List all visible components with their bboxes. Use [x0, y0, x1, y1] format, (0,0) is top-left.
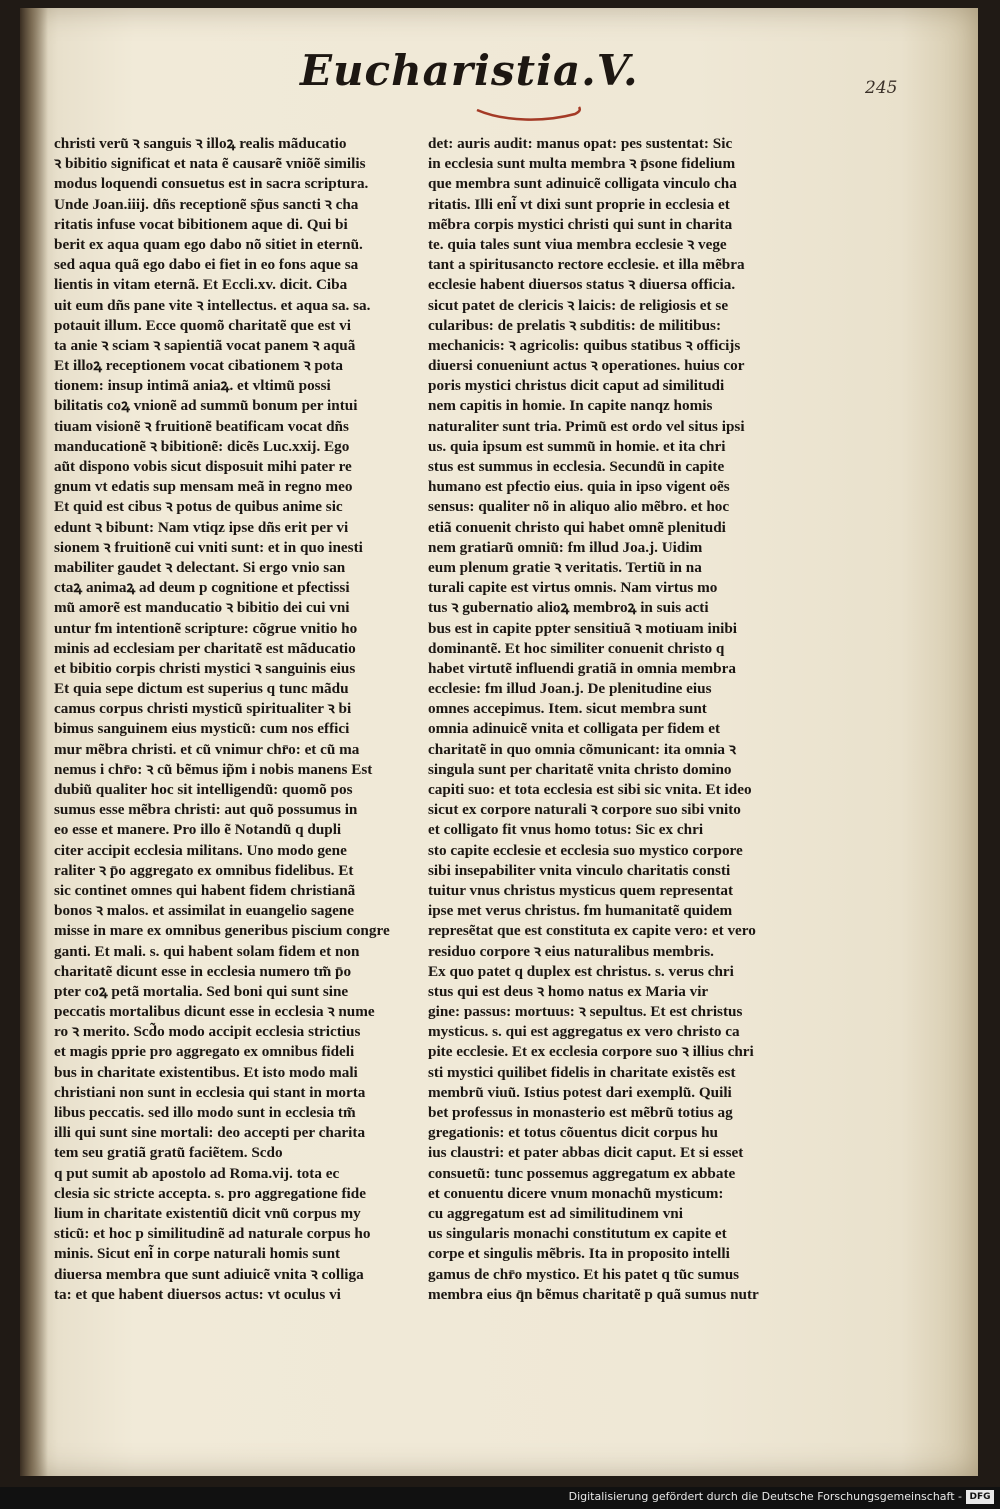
text-line: ganti. Et mali. s. qui habent solam fidem et non: [54, 942, 360, 960]
text-line: uit eum dn͂s pane vite ꝛ intellectus. et aqua sa. sa.: [54, 296, 371, 314]
text-line: ecclesie: fm illud Joan.j. De plenitudine eius: [428, 680, 712, 698]
text-line: q put sumit ab apostolo ad Roma.vij. tota ec: [54, 1164, 340, 1182]
text-line: bilitatis coꝝ vnione͂ ad summu͂ bonum per intui: [54, 397, 358, 415]
text-line: raliter ꝛ p̄o aggregato ex omnibus fidelibus. Et: [54, 861, 354, 879]
text-line: citer accipit ecclesia militans. Uno modo gene: [54, 841, 347, 859]
text-line: eo esse et manere. Pro illo e͂ Notandu͂ q dupli: [54, 821, 342, 839]
book-page: [20, 8, 978, 1476]
text-line: misse in mare ex omnibus generibus piscium congre: [54, 922, 390, 940]
text-line: det: auris audit: manus opat: pes sustentat: Sic: [428, 135, 733, 152]
text-line: potauit illum. Ecce quomo͂ charitate͂ que est vi: [54, 316, 351, 334]
text-line: au͂t dispono vobis sicut disposuit mihi pater re: [54, 458, 352, 475]
text-line: et magis pprie pro aggregato ex omnibus fideli: [54, 1043, 355, 1061]
text-line: corpe et singulis me͂bris. Ita in proposito intelli: [428, 1245, 730, 1263]
text-line: bus in charitate existentibus. Et isto modo mali: [54, 1063, 358, 1081]
text-line: ꝛ bibitio significat et nata e͂ causare͂ vnio͂e͂ similis: [54, 155, 366, 173]
text-line: edunt ꝛ bibunt: Nam vtiqz ipse dn͂s erit per vi: [54, 518, 349, 536]
page-gutter-shadow: [20, 8, 48, 1476]
text-column-right: [428, 134, 800, 1305]
text-line: habet virtute͂ influendi gratia͂ in omnia membra: [428, 659, 736, 677]
digitization-footer: [0, 1487, 1000, 1509]
text-line: minis ad ecclesiam per charitate͂ est ma͂ducatio: [54, 639, 356, 657]
text-line: sicut ex corpore naturali ꝛ corpore suo sibi vnito: [428, 801, 741, 819]
text-line: in ecclesia sunt multa membra ꝛ p̄sone fidelium: [428, 155, 736, 173]
text-line: charitate͂ dicunt esse in ecclesia numero tm͂ p̄o: [54, 962, 352, 980]
text-line: nem gratiaru͂ omniu͂: fm illud Joa.j. Uidim: [428, 538, 703, 556]
text-line: diuersi conueniunt actus ꝛ operationes. huius cor: [428, 357, 745, 375]
folio-number: 245: [865, 78, 898, 98]
text-line: christiani non sunt in ecclesia qui stant in morta: [54, 1083, 366, 1101]
text-line: cularibus: de prelatis ꝛ subditis: de militibus:: [428, 316, 721, 334]
text-line: te. quia tales sunt viua membra ecclesie ꝛ vege: [428, 235, 727, 253]
text-line: ta anie ꝛ sciam ꝛ sapientia͂ vocat panem ꝛ aqua͂: [54, 336, 356, 354]
text-line: berit ex aqua quam ego dabo no͂ sitiet in eternu͂.: [54, 235, 363, 253]
dfg-logo: DFG: [966, 1490, 994, 1504]
text-line: residuo corpore ꝛ eius naturalibus membris.: [428, 942, 714, 960]
text-line: mur me͂bra christi. et cu͂ vnimur chr̄o: et cu͂ ma: [54, 740, 360, 758]
text-line: bimus sanguinem eius mysticu͂: cum nos effici: [54, 720, 350, 738]
text-line: capiti suo: et tota ecclesia est sibi sic vnita. Et ideo: [428, 781, 752, 798]
text-line: ritatis. Illi eni͂ vt dixi sunt proprie in ecclesia et: [428, 195, 730, 213]
text-line: Et quid est cibus ꝛ potus de quibus anime sic: [54, 498, 343, 516]
text-line: omnia adinuice͂ vnita et colligata per fidem et: [428, 720, 721, 738]
text-line: dubiu͂ qualiter hoc sit intelligendu͂: quomo͂ pos: [54, 781, 353, 798]
text-line: clesia sic stricte accepta. s. pro aggregatione fide: [54, 1184, 366, 1202]
text-line: singula sunt per charitate͂ vnita christo domino: [428, 760, 732, 778]
text-line: tionem: insup intima͂ aniaꝝ. et vltimu͂ possi: [54, 377, 331, 395]
text-line: consuetu͂: tunc possemus aggregatum ex abbate: [428, 1164, 736, 1182]
text-line: membra eius q̄n be͂mus charitate͂ p qua͂ sumus nutr: [428, 1285, 759, 1303]
text-line: ecclesie habent diuersos status ꝛ diuersa officia.: [428, 276, 736, 294]
text-line: pter coꝝ peta͂ mortalia. Sed boni qui sunt sine: [54, 982, 349, 1000]
running-head-title: Eucharistia.V.: [300, 46, 639, 95]
text-line: tem seu gratia͂ gratu͂ facie͂tem. Scdo: [54, 1144, 283, 1162]
text-line: mysticus. s. qui est aggregatus ex vero christo ca: [428, 1023, 740, 1041]
text-line: Ex quo patet q duplex est christus. s. verus chri: [428, 962, 734, 980]
text-line: me͂bra corpis mystici christi qui sunt in charita: [428, 215, 733, 233]
text-line: eum plenum gratie ꝛ veritatis. Tertiu͂ in na: [428, 558, 702, 576]
text-line: peccatis mortalibus dicunt esse in ecclesia ꝛ nume: [54, 1003, 375, 1021]
text-line: turali capite est virtus omnis. Nam virtus mo: [428, 579, 718, 597]
text-line: membru͂ viuu͂. Istius potest dari exemplu͂. Quili: [428, 1083, 732, 1101]
text-line: nem capitis in homie. In capite nanqz homis: [428, 397, 713, 415]
text-line: gregationis: et totus co͂uentus dicit corpus hu: [428, 1124, 718, 1142]
text-line: camus corpus christi mysticu͂ spiritualiter ꝛ bi: [54, 700, 352, 718]
text-line: sensus: qualiter no͂ in aliquo alio me͂bro. et hoc: [428, 498, 730, 516]
text-line: bet professus in monasterio est me͂bru͂ totius ag: [428, 1104, 733, 1121]
text-line: us singularis monachi constitutum ex capite et: [428, 1225, 727, 1243]
text-line: mu͂ amore͂ est manducatio ꝛ bibitio dei cui vni: [54, 599, 350, 617]
text-line: sti mystici quilibet fidelis in charitate existe͂s est: [428, 1063, 736, 1081]
text-line: tiuam visione͂ ꝛ fruitione͂ beatificam vocat dn͂s: [54, 417, 349, 435]
text-line: nemus i chr̄o: ꝛ cu͂ be͂mus ip͂m i nobis manens Est: [54, 760, 373, 778]
text-line: represe͂tat que est constituta ex capite vero: et vero: [428, 922, 756, 940]
text-line: que membra sunt adinuice͂ colligata vinculo cha: [428, 175, 737, 193]
text-line: sic continet omnes qui habent fidem christiana͂: [54, 881, 356, 899]
text-line: gamus de chr̄o mystico. Et his patet q tu͂c sumus: [428, 1265, 740, 1283]
text-line: cu aggregatum est ad similitudinem vni: [428, 1204, 683, 1222]
text-line: ctaꝝ animaꝝ ad deum p cognitione et pfectissi: [54, 579, 350, 597]
text-line: diuersa membra que sunt adiuice͂ vnita ꝛ colliga: [54, 1265, 364, 1283]
text-line: modus loquendi consuetus est in sacra scriptura.: [54, 175, 369, 193]
text-line: tus ꝛ gubernatio alioꝝ membroꝝ in suis acti: [428, 599, 709, 617]
text-line: sumus esse me͂bra christi: aut quo͂ possumus in: [54, 801, 358, 819]
text-line: ta: et que habent diuersos actus: vt oculus vi: [54, 1285, 341, 1303]
text-line: sicut patet de clericis ꝛ laicis: de religiosis et se: [428, 296, 729, 314]
text-line: sed aqua qua͂ ego dabo ei fiet in eo fons aque sa: [54, 256, 359, 274]
text-line: charitate͂ in quo omnia co͂municant: ita omnia ꝛ: [428, 740, 736, 758]
text-line: et conuentu dicere vnum monachu͂ mysticum:: [428, 1184, 724, 1202]
text-line: pite ecclesie. Et ex ecclesia corpore suo ꝛ illius chri: [428, 1043, 754, 1061]
text-line: untur fm intentione͂ scripture: co͂grue vnitio ho: [54, 619, 358, 637]
text-line: gnum vt edatis sup mensam mea͂ in regno meo: [54, 478, 353, 496]
text-line: minis. Sicut eni͂ in corpe naturali homis sunt: [54, 1245, 341, 1263]
text-column-left: [54, 134, 426, 1305]
text-line: humano est pfectio eius. quia in ipso vigent oe͂s: [428, 478, 730, 496]
text-line: ro ꝛ merito. Scd͂o modo accipit ecclesia strictius: [54, 1023, 361, 1041]
text-line: sionem ꝛ fruitione͂ cui vniti sunt: et in quo inesti: [54, 538, 363, 556]
red-flourish-decoration: [475, 104, 585, 124]
text-line: sticu͂: et hoc p similitudine͂ ad naturale corpus ho: [54, 1225, 371, 1243]
text-line: et bibitio corpis christi mystici ꝛ sanguinis eius: [54, 659, 356, 677]
text-line: illi qui sunt sine mortali: deo accepti per charita: [54, 1124, 366, 1142]
text-line: naturaliter sunt tria. Primu͂ est ordo vel situs ipsi: [428, 417, 745, 435]
text-line: ius claustri: et pater abbas dicit caput. Et si esset: [428, 1144, 744, 1162]
text-line: us. quia ipsum est summu͂ in homie. et ita chri: [428, 437, 726, 455]
text-line: poris mystici christus dicit caput ad similitudi: [428, 377, 725, 395]
text-line: bonos ꝛ malos. et assimilat in euangelio sagene: [54, 902, 354, 920]
text-line: mechanicis: ꝛ agricolis: quibus statibus ꝛ officijs: [428, 336, 741, 354]
footer-credit-text: Digitalisierung gefördert durch die Deutsche Forschungsgemeinschaft -: [568, 1490, 962, 1503]
text-line: tuitur vnus christus mysticus quem representat: [428, 881, 734, 899]
text-line: Et quia sepe dictum est superius q tunc ma͂du: [54, 680, 349, 698]
text-line: manducatione͂ ꝛ bibitione͂: dice͂s Luc.xxij. Ego: [54, 437, 350, 455]
text-line: mabiliter gaudet ꝛ delectant. Si ergo vnio san: [54, 558, 346, 576]
text-line: christi veru͂ ꝛ sanguis ꝛ illoꝝ realis ma͂ducatio: [54, 135, 347, 152]
text-line: sibi insepabiliter vnita vinculo charitatis consti: [428, 861, 731, 879]
text-line: sto capite ecclesie et ecclesia suo mystico corpore: [428, 841, 743, 859]
text-line: lium in charitate existentiu͂ dicit vnu͂ corpus my: [54, 1204, 361, 1222]
text-line: gine: passus: mortuus: ꝛ sepultus. Et est christus: [428, 1003, 743, 1021]
text-line: libus peccatis. sed illo modo sunt in ecclesia tm͂: [54, 1104, 356, 1121]
text-line: Et illoꝝ receptionem vocat cibationem ꝛ pota: [54, 357, 344, 375]
text-line: stus qui est deus ꝛ homo natus ex Maria vir: [428, 982, 709, 1000]
text-line: lientis in vitam eterna͂. Et Eccli.xv. dicit. Ciba: [54, 276, 348, 294]
text-line: stus est summus in ecclesia. Secundu͂ in capite: [428, 458, 725, 475]
text-line: Unde Joan.iiij. dn͂s receptione͂ sp͂us sancti ꝛ cha: [54, 195, 359, 213]
text-line: ipse met verus christus. fm humanitate͂ quidem: [428, 902, 733, 920]
text-line: bus est in capite ppter sensitiua͂ ꝛ motiuam inibi: [428, 619, 738, 637]
text-line: tant a spiritusancto rectore ecclesie. et illa me͂bra: [428, 256, 745, 274]
text-line: omnes accepimus. Item. sicut membra sunt: [428, 700, 707, 718]
text-line: etia͂ conuenit christo qui habet omne͂ plenitudi: [428, 518, 726, 536]
text-line: et colligato fit vnus homo totus: Sic ex chri: [428, 821, 704, 839]
text-line: ritatis infuse vocat bibitionem aque di. Qui bi: [54, 215, 348, 233]
text-line: dominante͂. Et hoc similiter conuenit christo q: [428, 639, 725, 657]
